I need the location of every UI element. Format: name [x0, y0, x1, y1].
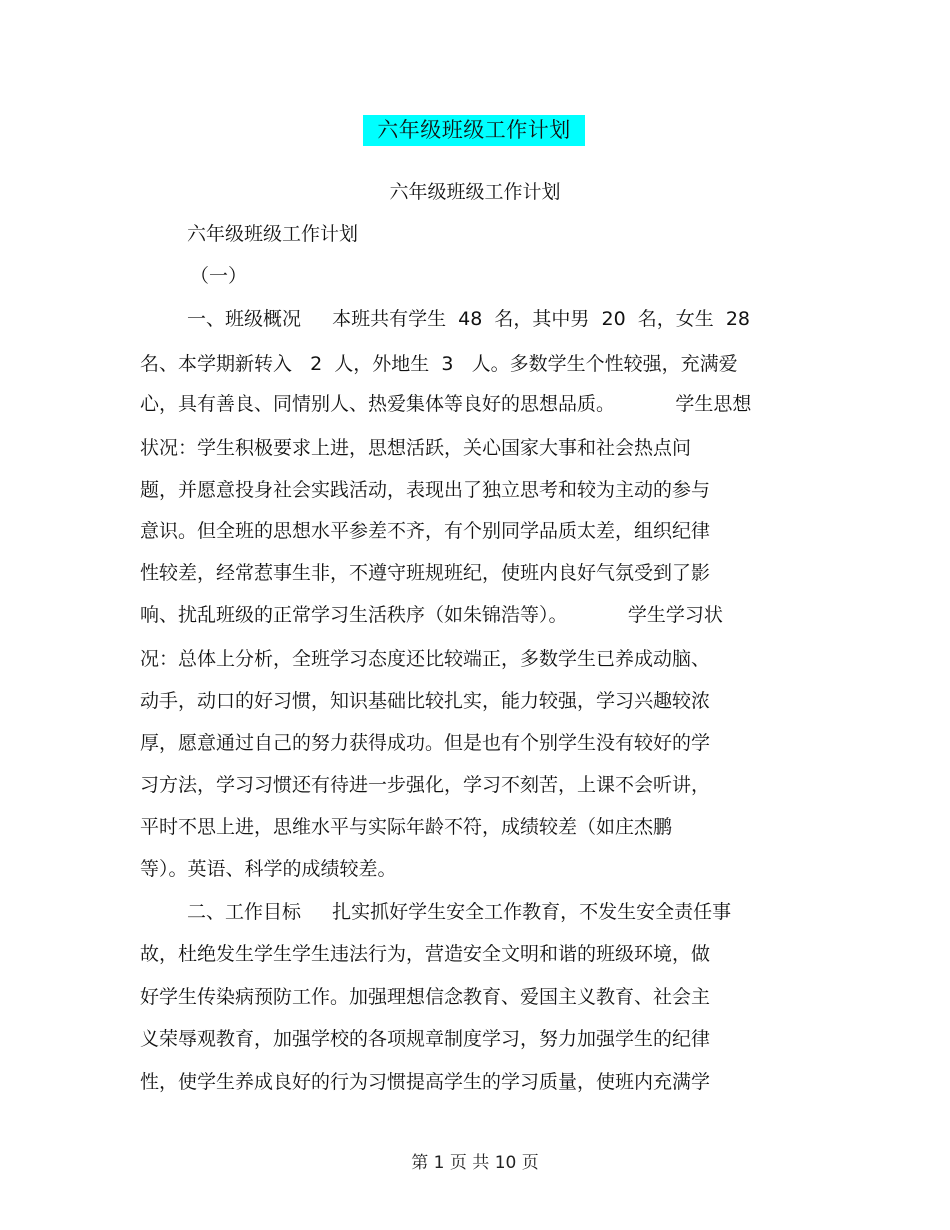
document-subtitle: 六年级班级工作计划 — [389, 181, 561, 203]
paragraph-line: 二、工作目标 扎实抓好学生安全工作教育，不发生安全责任事 — [187, 901, 732, 923]
paragraph-line: 义荣辱观教育，加强学校的各项规章制度学习，努力加强学生的纪律 — [140, 1028, 711, 1050]
page-footer: 第 1 页 共 10 页 — [411, 1153, 539, 1173]
paragraph-line: 况：总体上分析，全班学习态度还比较端正，多数学生已养成动脑、 — [140, 648, 711, 670]
paragraph-line: 性较差，经常惹事生非，不遵守班规班纪，使班内良好气氛受到了影 — [140, 562, 711, 584]
paragraph-line: 状况：学生积极要求上进，思想活跃，关心国家大事和社会热点问 — [140, 437, 692, 459]
paragraph-line: 好学生传染病预防工作。加强理想信念教育、爱国主义教育、社会主 — [140, 986, 711, 1008]
paragraph-line: 性，使学生养成良好的行为习惯提高学生的学习质量，使班内充满学 — [140, 1071, 711, 1093]
paragraph-line: 等）。英语、科学的成绩较差。 — [140, 858, 397, 880]
paragraph-line: 意识。但全班的思想水平参差不齐，有个别同学品质太差，组织纪律 — [140, 520, 711, 542]
paragraph-line: 名、本学期新转入 2 人，外地生 3 人。多数学生个性较强，充满爱 — [140, 353, 738, 375]
paragraph-line: 心，具有善良、同情别人、热爱集体等良好的思想品质。 学生思想 — [140, 393, 752, 415]
paragraph-line: 故，杜绝发生学生学生违法行为，营造安全文明和谐的班级环境，做 — [140, 943, 711, 965]
paragraph-line: 题，并愿意投身社会实践活动，表现出了独立思考和较为主动的参与 — [140, 479, 711, 501]
paragraph-line: 响、扰乱班级的正常学习生活秩序（如朱锦浩等）。 学生学习状 — [140, 604, 723, 626]
paragraph-line: 一、班级概况 本班共有学生 48 名，其中男 20 名，女生 28 — [187, 308, 751, 330]
paragraph-line: 动手，动口的好习惯，知识基础比较扎实，能力较强，学习兴趣较浓 — [140, 690, 711, 712]
paragraph-line: 习方法，学习习惯还有待进一步强化，学习不刻苦，上课不会听讲， — [140, 774, 711, 796]
document-heading: 六年级班级工作计划 — [187, 223, 359, 245]
paragraph-line: 厚，愿意通过自己的努力获得成功。但是也有个别学生没有较好的学 — [140, 732, 711, 754]
paragraph-line: 平时不思上进，思维水平与实际年龄不符，成绩较差（如庄杰鹏 — [140, 816, 673, 838]
highlighted-title: 六年级班级工作计划 — [363, 115, 585, 146]
section-number: （一） — [190, 265, 248, 287]
